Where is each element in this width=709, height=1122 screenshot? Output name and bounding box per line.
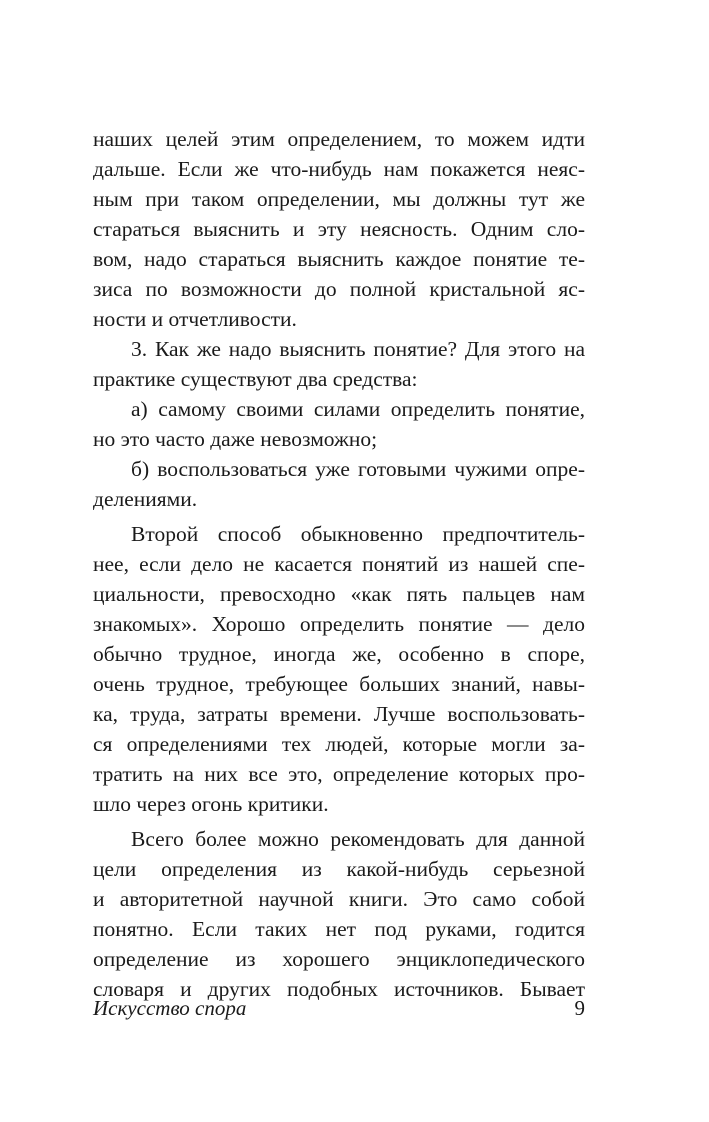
text-line: практике существуют два средства: [93, 367, 418, 391]
text-line: Всего более можно рекомендовать для данной [131, 827, 585, 851]
text-line: вом, надо стараться выяснить каждое понятие те- [93, 247, 585, 271]
text-line: наших целей этим определением, то можем идти [93, 127, 585, 151]
text-line: 3. Как же надо выяснить понятие? Для этого на [131, 337, 585, 361]
text-line: шло через огонь критики. [93, 792, 329, 816]
text-line: знакомых». Хорошо определить понятие — дело [93, 612, 585, 636]
text-line: очень трудное, требующее больших знаний, навы- [93, 672, 585, 696]
text-line: делениями. [93, 487, 198, 511]
page-footer [93, 993, 585, 1023]
text-line: стараться выяснить и эту неясность. Одним сло- [93, 217, 585, 241]
text-line: словаря и других подобных источников. Бывает [93, 977, 585, 1001]
text-line: цели определения из какой-нибудь серьезной [93, 857, 585, 881]
text-line: Второй способ обыкновенно предпочтитель- [131, 522, 585, 546]
text-line: нее, если дело не касается понятий из нашей спе- [93, 552, 585, 576]
text-line: зиса по возможности до полной кристальной яс- [93, 277, 585, 301]
page-number: 9 [574, 996, 585, 1020]
text-line: но это часто даже невозможно; [93, 427, 378, 451]
text-line: понятно. Если таких нет под руками, годится [93, 917, 585, 941]
text-line: б) воспользоваться уже готовыми чужими опре- [131, 457, 585, 481]
text-line: ка, труда, затраты времени. Лучше воспользовать- [93, 702, 585, 726]
running-title: Искусство спора [93, 996, 247, 1020]
text-line: тратить на них все это, определение которых про- [93, 762, 585, 786]
text-line: дальше. Если же что-нибудь нам покажется неяс- [93, 157, 585, 181]
text-line: циальности, превосходно «как пять пальцев нам [93, 582, 585, 606]
text-line: ся определениями тех людей, которые могли за- [93, 732, 585, 756]
text-line: а) самому своими силами определить понятие, [131, 397, 585, 421]
text-line: определение из хорошего энциклопедического [93, 947, 585, 971]
text-line: и авторитетной научной книги. Это само собой [93, 887, 585, 911]
text-line: ности и отчетливости. [93, 307, 297, 331]
text-line: ным при таком определении, мы должны тут же [93, 187, 585, 211]
text-line: обычно трудное, иногда же, особенно в споре, [93, 642, 585, 666]
